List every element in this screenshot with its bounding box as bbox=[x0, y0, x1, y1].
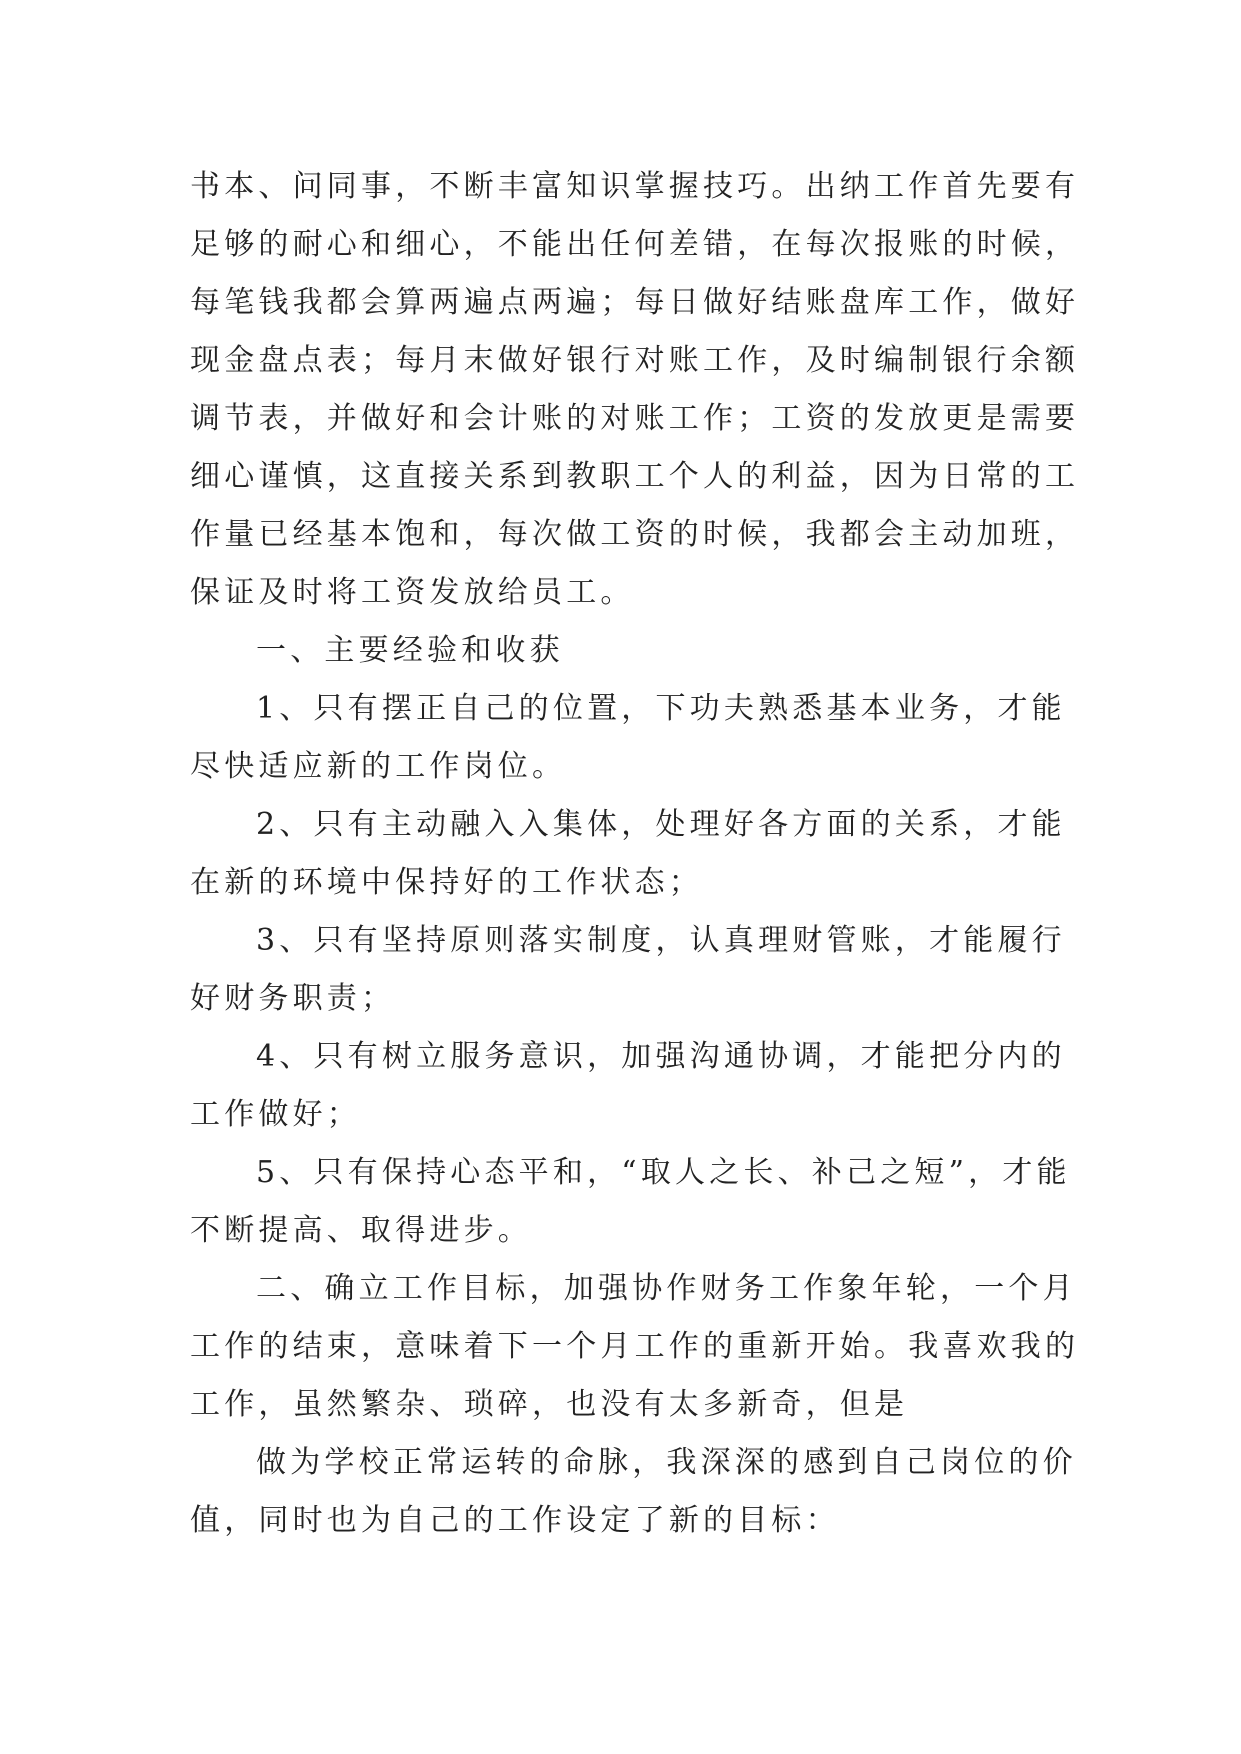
list-item: 1、只有摆正自己的位置，下功夫熟悉基本业务，才能 bbox=[256, 691, 1066, 726]
text-line: 每笔钱我都会算两遍点两遍；每日做好结账盘库工作，做好 bbox=[190, 285, 1080, 320]
text-line: 书本、问同事，不断丰富知识掌握技巧。出纳工作首先要有 bbox=[190, 169, 1080, 204]
section-heading: 一、主要经验和收获 bbox=[256, 633, 564, 668]
text-line: 值，同时也为自己的工作设定了新的目标： bbox=[190, 1503, 840, 1538]
list-item: 2、只有主动融入入集体，处理好各方面的关系，才能 bbox=[256, 807, 1066, 842]
text-line: 细心谨慎，这直接关系到教职工个人的利益，因为日常的工 bbox=[190, 459, 1080, 494]
text-line: 现金盘点表；每月末做好银行对账工作，及时编制银行余额 bbox=[190, 343, 1080, 378]
text-line: 调节表，并做好和会计账的对账工作；工资的发放更是需要 bbox=[190, 401, 1080, 436]
text-line: 保证及时将工资发放给员工。 bbox=[190, 575, 635, 610]
list-item: 4、只有树立服务意识，加强沟通协调，才能把分内的 bbox=[256, 1039, 1066, 1074]
text-line: 工作的结束，意味着下一个月工作的重新开始。我喜欢我的 bbox=[190, 1329, 1080, 1364]
list-item-continuation: 在新的环境中保持好的工作状态； bbox=[190, 865, 703, 900]
text-line: 作量已经基本饱和，每次做工资的时候，我都会主动加班， bbox=[190, 517, 1080, 552]
list-item-continuation: 工作做好； bbox=[190, 1097, 361, 1132]
section-heading: 二、确立工作目标，加强协作财务工作象年轮，一个月 bbox=[256, 1271, 1077, 1306]
list-item-continuation: 不断提高、取得进步。 bbox=[190, 1213, 532, 1248]
list-item: 3、只有坚持原则落实制度，认真理财管账，才能履行 bbox=[256, 923, 1066, 958]
text-line: 足够的耐心和细心，不能出任何差错，在每次报账的时候， bbox=[190, 227, 1080, 262]
list-item-continuation: 好财务职责； bbox=[190, 981, 396, 1016]
text-line: 工作，虽然繁杂、琐碎，也没有太多新奇，但是 bbox=[190, 1387, 909, 1422]
list-item: 5、只有保持心态平和，“取人之长、补己之短”，才能 bbox=[256, 1155, 1071, 1190]
paragraph-start: 做为学校正常运转的命脉，我深深的感到自己岗位的价 bbox=[256, 1445, 1077, 1480]
document-body bbox=[190, 158, 1080, 1550]
list-item-continuation: 尽快适应新的工作岗位。 bbox=[190, 749, 567, 784]
